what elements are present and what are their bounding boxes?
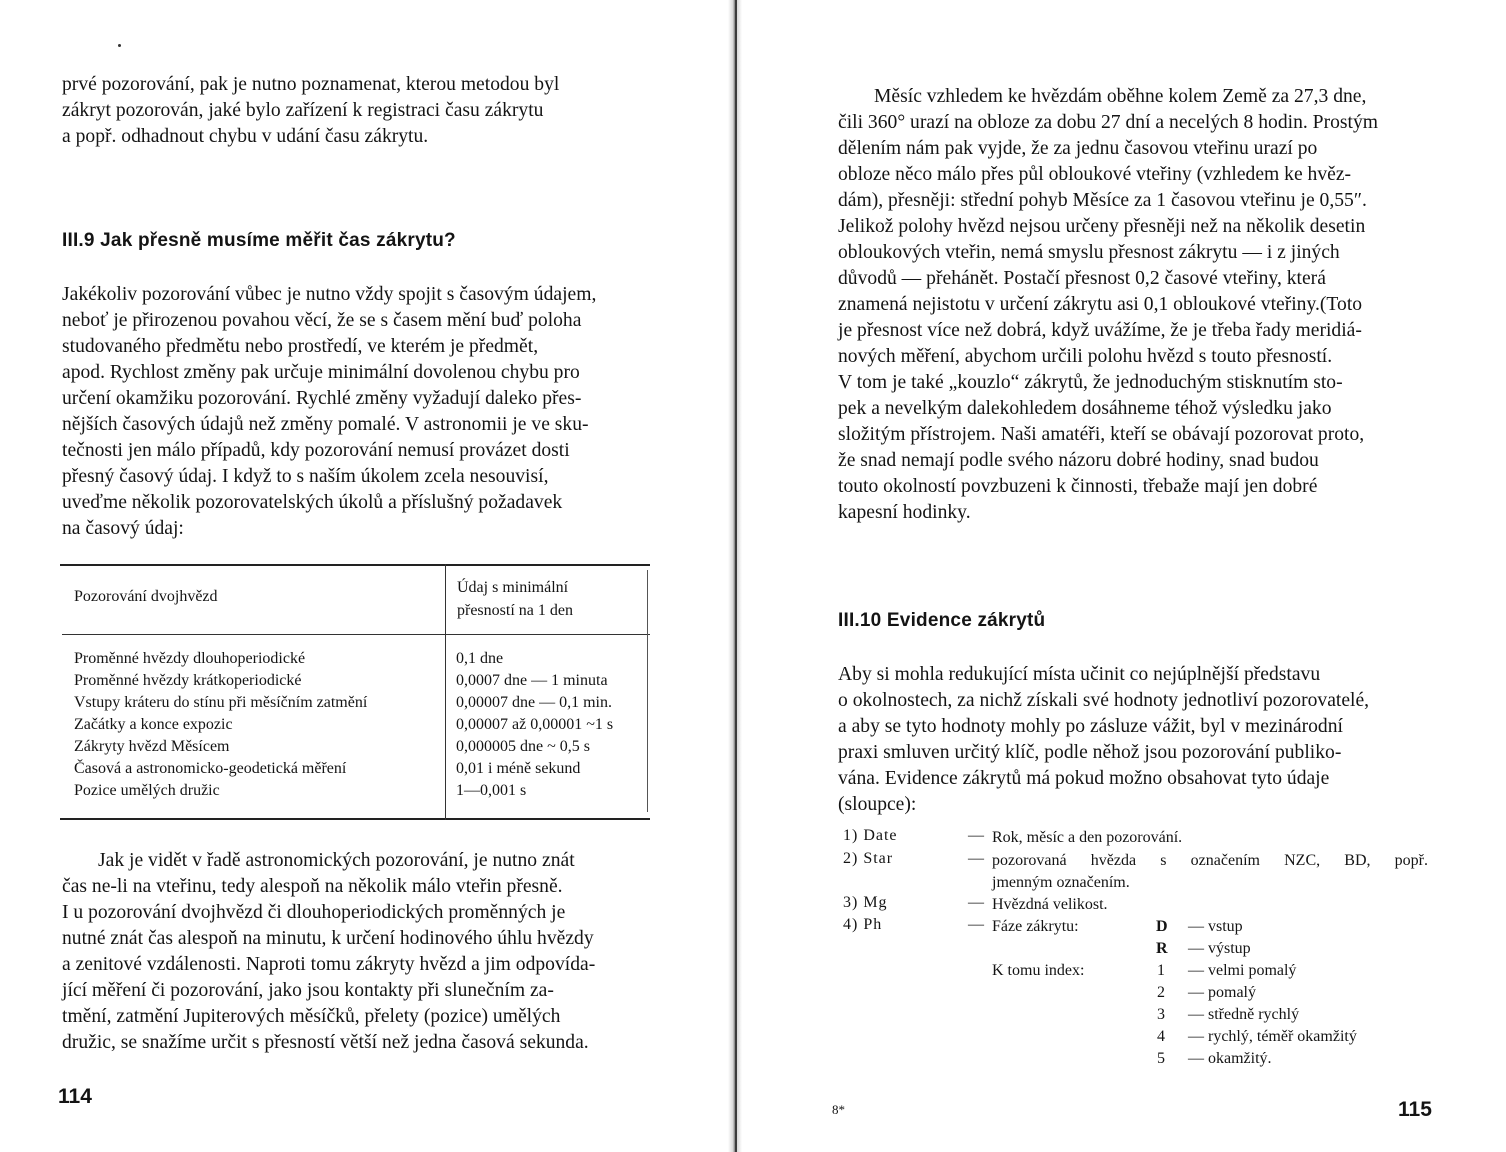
phase-key: R — [1156, 940, 1168, 957]
index-key: 5 — [1157, 1050, 1165, 1067]
table-column-precision — [456, 648, 613, 802]
text-line: obloze něco málo přes půl obloukové vteřiny (vzhledem ke hvěz- — [838, 164, 1352, 185]
text-line: vána. Evidence zákrytů má pokud možno obsahovat tyto údaje — [838, 768, 1330, 789]
text-line: tmění, zatmění Jupiterových měsíčků, přelety (pozice) umělých — [62, 1006, 561, 1027]
signature-mark: 8* — [832, 1102, 845, 1117]
text-line: je přesnost více než dobrá, když uvážíme, že je třeba řady meridiá- — [838, 320, 1362, 341]
text-line: dělením nám pak vyjde, že za jednu časovou vteřinu urazí po — [838, 138, 1318, 159]
text-line: přesný časový údaj. I když to s naším úkolem zcela nesouvisí, — [62, 466, 549, 487]
index-key: 1 — [1157, 962, 1165, 979]
section-heading-III-10: III.10 Evidence zákrytů — [838, 610, 1046, 631]
table-cell-precision: 0,00007 až 0,00001 ~1 s — [456, 716, 614, 733]
section-heading-III-9: III.9 Jak přesně musíme měřit čas zákrytu? — [62, 230, 456, 251]
index-key: 4 — [1157, 1028, 1165, 1045]
text-line: znamená nejistotu v určení zákrytu asi 0,1 obloukové vteřiny.(Toto — [838, 294, 1363, 315]
column-code: 4) Ph — [843, 916, 883, 933]
paragraph-time-precision-summary — [62, 848, 650, 1056]
intro-paragraph — [62, 72, 656, 150]
table-cell-task: Proměnné hvězdy dlouhoperiodické — [74, 650, 306, 667]
phase-value: — vstup — [1188, 918, 1243, 935]
table-cell-task: Časová a astronomicko-geodetická měření — [74, 760, 347, 777]
text-line: praxi smluven určitý klíč, podle něhož jsou pozorování publiko- — [838, 742, 1342, 763]
paragraph-time-requirements — [62, 282, 652, 542]
column-description: pozorovaná hvězda s označením NZC, BD, popř. — [992, 852, 1428, 869]
text-line: čas ne-li na vteřinu, tedy alespoň na několik málo vteřin přesně. — [62, 876, 563, 897]
text-line: čili 360° urazí na obloze za dobu 27 dní a necelých 8 hodin. Prostým — [838, 112, 1378, 133]
text-line: o okolnostech, za nichž získali své hodnoty jednotliví pozorovatelé, — [838, 690, 1370, 711]
paragraph-moon-motion — [838, 84, 1432, 526]
header-line: Údaj s minimální — [457, 579, 569, 596]
text-line: nutné znát čas alespoň na minutu, k určení hodinového úhlu hvězdy — [62, 928, 594, 949]
table-column-divider — [445, 564, 446, 820]
column-code: 2) Star — [843, 850, 894, 867]
table-bottom-rule — [60, 818, 650, 820]
table-cell-precision: 0,00007 dne — 0,1 min. — [456, 694, 612, 711]
table-cell-task: Pozice umělých družic — [74, 782, 220, 799]
text-line: družic, se snažíme určit s přesností větší než jedna časová sekunda. — [62, 1032, 589, 1053]
text-line: apod. Rychlost změny pak určuje minimální dovolenou chybu pro — [62, 362, 580, 383]
table-cell-precision: 0,01 i méně sekund — [456, 760, 581, 777]
column-dash: — — [968, 850, 984, 867]
text-line: (sloupce): — [838, 794, 917, 815]
text-line: Měsíc vzhledem ke hvězdám oběhne kolem Země za 27,3 dne, — [874, 86, 1367, 107]
index-value: — středně rychlý — [1188, 1006, 1300, 1023]
print-speck — [118, 44, 121, 47]
column-code: 3) Mg — [843, 894, 888, 911]
text-line: a aby se tyto hodnoty mohly po zásluze vážit, byl v mezinárodní — [838, 716, 1343, 737]
text-line: Jak je vidět v řadě astronomických pozorování, je nutno znát — [98, 850, 575, 871]
column-dash: — — [968, 916, 984, 933]
column-dash: — — [968, 894, 984, 911]
table-cell-task: Začátky a konce expozic — [74, 716, 233, 733]
book-spine-line — [735, 0, 737, 1152]
header-line: přesností na 1 den — [457, 602, 573, 619]
phase-value: — výstup — [1188, 940, 1251, 957]
index-value: — okamžitý. — [1188, 1050, 1272, 1067]
table-cell-precision: 0,000005 dne ~ 0,5 s — [456, 738, 590, 755]
table-column-tasks — [74, 648, 367, 802]
column-description: Rok, měsíc a den pozorování. — [992, 829, 1183, 846]
text-line: Jakékoliv pozorování vůbec je nutno vždy spojit s časovým údajem, — [62, 284, 597, 305]
table-right-edge — [647, 570, 648, 812]
phase-key: D — [1156, 918, 1168, 935]
text-line: prvé pozorování, pak je nutno poznamenat, kterou metodou byl — [62, 74, 560, 95]
column-description: jmenným označením. — [992, 874, 1130, 891]
text-line: neboť je přirozenou povahou věcí, že se s časem mění buď poloha — [62, 310, 582, 331]
text-line: nějších časových údajů než změny pomalé. V astronomii je ve sku- — [62, 414, 589, 435]
text-line: I u pozorování dvojhvězd či dlouhoperiodických proměnných je — [62, 902, 566, 923]
table-header-task: Pozorování dvojhvězd — [74, 588, 218, 605]
text-line: zákryt pozorován, jaké bylo zařízení k registraci času zákrytu — [62, 100, 544, 121]
text-line: že snad nemají podle svého názoru dobré hodiny, snad budou — [838, 450, 1319, 471]
index-value: — pomalý — [1188, 984, 1256, 1001]
text-line: na časový údaj: — [62, 518, 184, 539]
table-header-rule — [62, 634, 650, 635]
page-number-right: 115 — [1398, 1098, 1432, 1121]
text-line: a zenitové vzdálenosti. Naproti tomu zákryty hvězd a jim odpovída- — [62, 954, 596, 975]
column-code: 1) Date — [843, 827, 898, 844]
table-cell-precision: 1—0,001 s — [456, 782, 527, 799]
text-line: jící měření či pozorování, jako jsou kontakty při slunečním za- — [62, 980, 554, 1001]
table-header-precision — [457, 576, 573, 622]
text-line: touto okolností povzbuzeni k činnosti, třebaže mají jen dobré — [838, 476, 1318, 497]
column-description: Hvězdná velikost. — [992, 896, 1108, 913]
left-page — [0, 0, 728, 1152]
text-line: Aby si mohla redukující místa učinit co nejúplnější představu — [838, 664, 1321, 685]
table-top-rule — [60, 564, 650, 566]
precision-table — [60, 564, 650, 820]
index-key: 3 — [1157, 1006, 1165, 1023]
table-cell-task: Proměnné hvězdy krátkoperiodické — [74, 672, 302, 689]
text-line: a popř. odhadnout chybu v udání času zákrytu. — [62, 126, 429, 147]
index-value: — velmi pomalý — [1188, 962, 1297, 979]
column-dash: — — [968, 827, 984, 844]
text-line: tečnosti jen málo případů, kdy pozorování nemusí provázet dosti — [62, 440, 570, 461]
text-line: V tom je také „kouzlo“ zákrytů, že jednoduchým stisknutím sto- — [838, 372, 1343, 393]
table-cell-precision: 0,0007 dne — 1 minuta — [456, 672, 608, 689]
paragraph-evidence-intro — [838, 662, 1432, 818]
text-line: určení okamžiku pozorování. Rychlé změny vyžadují daleko přes- — [62, 388, 582, 409]
page-number-left: 114 — [58, 1085, 92, 1108]
text-line: složitým přístrojem. Naši amatéři, kteří se obávají pozorovat proto, — [838, 424, 1365, 445]
text-line: pek a nevelkým dalekohledem dosáhneme téhož výsledku jako — [838, 398, 1332, 419]
text-line: uveďme několik pozorovatelských úkolů a příslušný požadavek — [62, 492, 563, 513]
index-value: — rychlý, téměř okamžitý — [1188, 1028, 1357, 1045]
text-line: důvodů — přehánět. Postačí přesnost 0,2 časové vteřiny, která — [838, 268, 1326, 289]
index-label: K tomu index: — [992, 962, 1085, 979]
text-line: dám), přesněji: střední pohyb Měsíce za 1 časovou vteřinu je 0,55″. — [838, 190, 1367, 211]
table-cell-task: Vstupy kráteru do stínu při měsíčním zatmění — [74, 694, 368, 711]
text-line: Jelikož polohy hvězd nejsou určeny přesněji než na několik desetin — [838, 216, 1366, 237]
text-line: obloukových vteřin, nemá smyslu přesnost zákrytu — i z jiných — [838, 242, 1340, 263]
text-line: nových měření, abychom určili polohu hvězd s touto přesností. — [838, 346, 1333, 367]
table-cell-precision: 0,1 dne — [456, 650, 504, 667]
index-key: 2 — [1157, 984, 1165, 1001]
column-description: Fáze zákrytu: — [992, 918, 1079, 935]
table-cell-task: Zákryty hvězd Měsícem — [74, 738, 230, 755]
text-line: studovaného předmětu nebo prostředí, ve kterém je předmět, — [62, 336, 539, 357]
text-line: kapesní hodinky. — [838, 502, 971, 523]
